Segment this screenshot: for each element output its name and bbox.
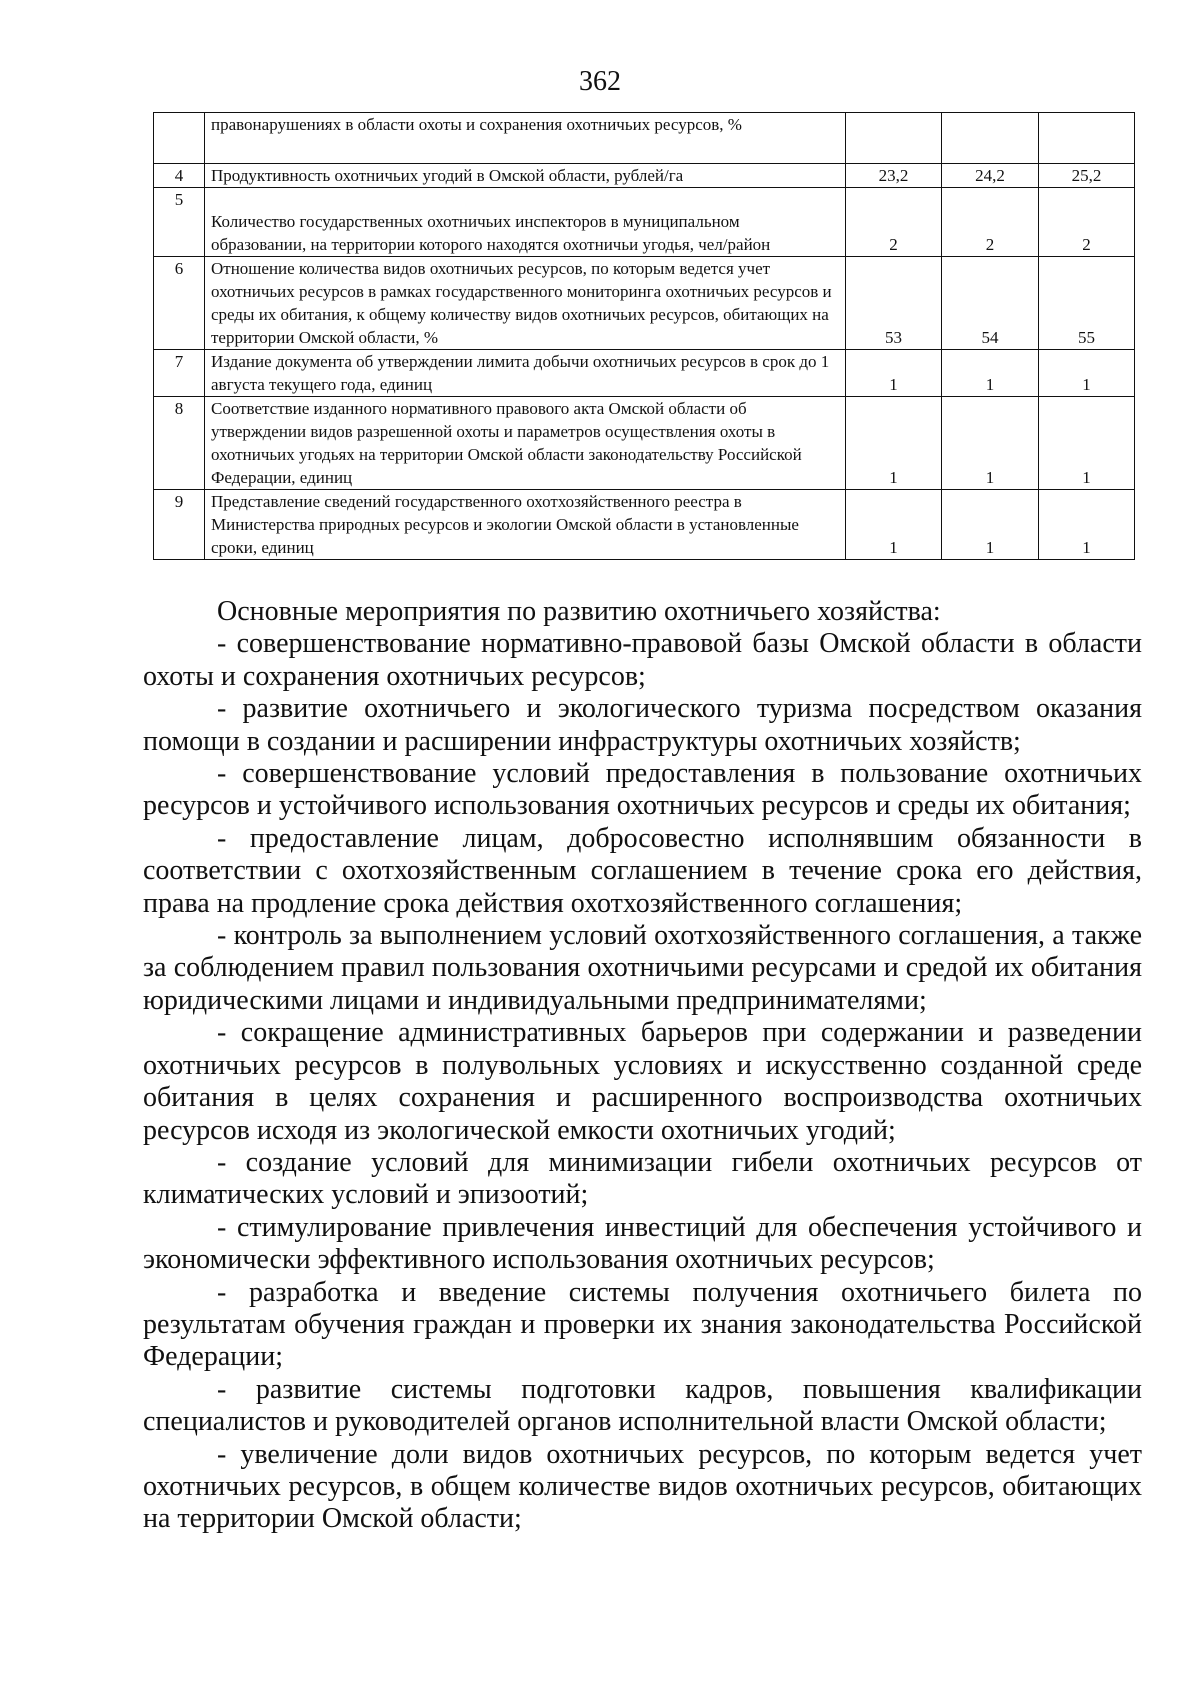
value-year-1: 1 bbox=[846, 490, 942, 560]
measure-item: - развитие охотничьего и экологического туризма посредством оказания помощи в создании и расширении инфраструктуры охотничьих хозяйств; bbox=[143, 693, 1142, 757]
value-year-2 bbox=[942, 113, 1039, 164]
indicator-name: Издание документа об утверждении лимита добычи охотничьих ресурсов в срок до 1 августа текущего года, единиц bbox=[205, 350, 846, 397]
value-year-1: 1 bbox=[846, 397, 942, 490]
value-year-1: 53 bbox=[846, 257, 942, 350]
table-row bbox=[154, 257, 1135, 350]
measure-item: - предоставление лицам, добросовестно исполнявшим обязанности в соответствии с охотхозяйственным соглашением в течение срока его действия, права на продление срока действия охотхозяйственного соглашения; bbox=[143, 822, 1142, 919]
indicator-name: Количество государственных охотничьих инспекторов в муниципальном образовании, на территории которого находятся охотничьи угодья, чел/район bbox=[205, 188, 846, 257]
table-row bbox=[154, 490, 1135, 560]
table-row bbox=[154, 397, 1135, 490]
value-year-3: 1 bbox=[1039, 350, 1135, 397]
measure-item: - контроль за выполнением условий охотхозяйственного соглашения, а также за соблюдением правил пользования охотничьими ресурсами и средой их обитания юридическими лицами и индивидуальными предпринимателями; bbox=[143, 920, 1142, 1016]
page-number: 362 bbox=[579, 66, 621, 97]
indicator-name: правонарушениях в области охоты и сохранения охотничьих ресурсов, % bbox=[205, 113, 846, 164]
section-heading: Основные мероприятия по развитию охотничьего хозяйства: bbox=[217, 596, 941, 627]
table-row bbox=[154, 113, 1135, 164]
measure-item: - увеличение доли видов охотничьих ресурсов, по которым ведется учет охотничьих ресурсов, в общем количестве видов охотничьих ресурсов, обитающих на территории Омской области; bbox=[143, 1438, 1142, 1535]
row-number: 6 bbox=[154, 257, 205, 350]
value-year-3: 1 bbox=[1039, 397, 1135, 490]
measure-item: - создание условий для минимизации гибели охотничьих ресурсов от климатических условий и эпизоотий; bbox=[143, 1146, 1142, 1211]
table-row bbox=[154, 164, 1135, 188]
value-year-2: 1 bbox=[942, 350, 1039, 397]
measures-section bbox=[143, 596, 1142, 1536]
measure-item: - совершенствование условий предоставления в пользование охотничьих ресурсов и устойчивого использования охотничьих ресурсов и среды их обитания; bbox=[143, 758, 1142, 822]
value-year-1: 1 bbox=[846, 350, 942, 397]
value-year-3: 25,2 bbox=[1039, 164, 1135, 188]
row-number: 4 bbox=[154, 164, 205, 188]
row-number: 8 bbox=[154, 397, 205, 490]
row-number: 5 bbox=[154, 188, 205, 257]
row-number bbox=[154, 113, 205, 164]
measure-item: - совершенствование нормативно-правовой базы Омской области в области охоты и сохранения охотничьих ресурсов; bbox=[143, 628, 1142, 692]
value-year-3: 2 bbox=[1039, 188, 1135, 257]
value-year-1: 23,2 bbox=[846, 164, 942, 188]
measure-item: - разработка и введение системы получения охотничьего билета по результатам обучения граждан и проверки их знания законодательства Российской Федерации; bbox=[143, 1276, 1142, 1373]
indicator-name: Отношение количества видов охотничьих ресурсов, по которым ведется учет охотничьих ресурсов в рамках государственного мониторинга охотничьих ресурсов и среды их обитания, к общему количеству видов охотничьих ресурсов, обитающих на территории Омской области, % bbox=[205, 257, 846, 350]
table-row bbox=[154, 188, 1135, 257]
value-year-2: 24,2 bbox=[942, 164, 1039, 188]
value-year-2: 2 bbox=[942, 188, 1039, 257]
value-year-2: 54 bbox=[942, 257, 1039, 350]
value-year-1: 2 bbox=[846, 188, 942, 257]
value-year-2: 1 bbox=[942, 397, 1039, 490]
indicators-table bbox=[153, 112, 1135, 560]
value-year-3 bbox=[1039, 113, 1135, 164]
table-row bbox=[154, 350, 1135, 397]
indicator-name: Продуктивность охотничьих угодий в Омской области, рублей/га bbox=[205, 164, 846, 188]
value-year-2: 1 bbox=[942, 490, 1039, 560]
row-number: 9 bbox=[154, 490, 205, 560]
measure-item: - развитие системы подготовки кадров, повышения квалификации специалистов и руководителей органов исполнительной власти Омской области; bbox=[143, 1373, 1142, 1438]
value-year-3: 55 bbox=[1039, 257, 1135, 350]
measure-item: - сокращение административных барьеров при содержании и разведении охотничьих ресурсов в полувольных условиях и искусственно созданной среде обитания в целях сохранения и расширенного воспроизводства охотничьих ресурсов исходя из экологической емкости охотничьих угодий; bbox=[143, 1017, 1142, 1146]
indicator-name: Представление сведений государственного охотхозяйственного реестра в Министерства природных ресурсов и экологии Омской области в установленные сроки, единиц bbox=[205, 490, 846, 560]
measure-item: - стимулирование привлечения инвестиций для обеспечения устойчивого и экономически эффективного использования охотничьих ресурсов; bbox=[143, 1211, 1142, 1276]
indicator-name: Соответствие изданного нормативного правового акта Омской области об утверждении видов разрешенной охоты и параметров осуществления охоты в охотничьих угодьях на территории Омской области законодательству Российской Федерации, единиц bbox=[205, 397, 846, 490]
value-year-3: 1 bbox=[1039, 490, 1135, 560]
row-number: 7 bbox=[154, 350, 205, 397]
value-year-1 bbox=[846, 113, 942, 164]
